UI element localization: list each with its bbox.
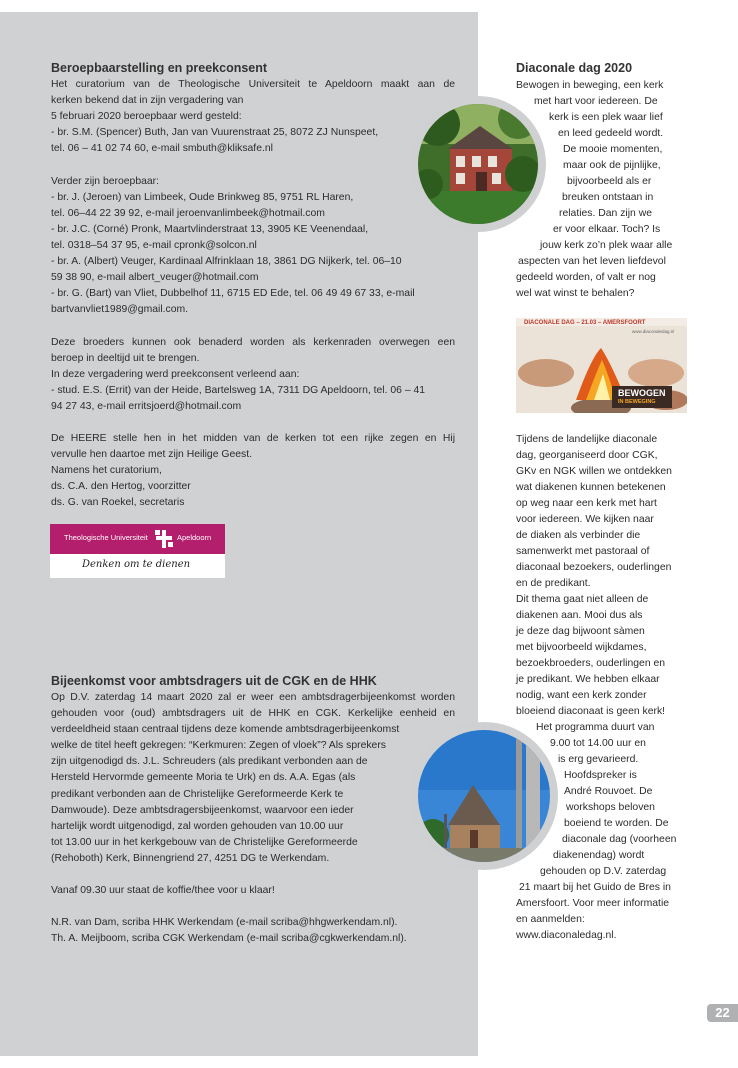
- text-line: ds. G. van Roekel, secretaris: [51, 497, 185, 509]
- text-line: tel. 06 – 41 02 74 60, e-mail smbuth@kliksafe.nl: [51, 143, 273, 155]
- poster-banner: DIACONALE DAG – 21.03 – AMERSFOORT: [524, 320, 646, 326]
- text-line: bloeiend diaconaat is geen kerk!: [516, 706, 666, 717]
- logo-tagline: Denken om te dienen: [82, 559, 191, 570]
- church-photo: [418, 730, 550, 862]
- text-line: Deze broeders kunnen ook benaderd worden als kerkenraden overwegen een: [51, 336, 455, 348]
- text-line: - br. A. (Albert) Veuger, Kardinaal Alfrinklaan 18, 3861 DG Nijkerk, tel. 06–10: [51, 256, 402, 268]
- text-line: diaconale dag (voorheen: [562, 834, 677, 845]
- diaconale-dag-title: Diaconale dag 2020: [516, 61, 633, 75]
- text-line: - br. S.M. (Spencer) Buth, Jan van Vuurenstraat 25, 8072 ZJ Nunspeet,: [51, 127, 379, 139]
- text-line: gehouden op D.V. zaterdag: [540, 866, 667, 877]
- text-line: Th. A. Meijboom, scriba CGK Werkendam (e-mail scriba@cgkwerkendam.nl).: [51, 933, 407, 945]
- text-line: 21 maart bij het Guido de Bres in: [519, 882, 671, 893]
- text-line: [51, 415, 455, 431]
- logo-city: Apeldoorn: [177, 533, 212, 542]
- text-line: 94 27 43, e-mail erritsjoerd@hotmail.com: [51, 400, 242, 412]
- text-line: De HEERE stelle hen in het midden van de kerken tot een rijke zegen en Hij: [51, 433, 455, 445]
- text-line: en aanmelden:: [516, 914, 585, 925]
- text-line: [51, 318, 455, 334]
- text-line: en leed gedeeld wordt.: [558, 128, 664, 139]
- text-line: diakenendag) wordt: [553, 850, 645, 861]
- text-line: André Rouvoet. De: [564, 786, 653, 797]
- text-line: breuken ontstaan in: [562, 192, 654, 203]
- text-line: voor iedereen. We kijken naar: [516, 514, 654, 525]
- page-number: 22: [707, 1004, 738, 1022]
- text-line: Bewogen in beweging, een kerk: [516, 80, 664, 91]
- text-line: nodig, want een kerk zonder: [516, 690, 647, 701]
- text-line: wat diakenen kunnen betekenen: [516, 482, 666, 493]
- text-line: diakenen aan. Mooi dus als: [516, 610, 643, 621]
- text-line: - br. J. (Jeroen) van Limbeek, Oude Brinkweg 85, 9751 RL Haren,: [51, 191, 354, 203]
- text-line: [51, 157, 455, 173]
- text-line: predikant verbonden aan de Christelijke Gereformeerde Kerk te: [51, 788, 344, 800]
- text-line: In deze vergadering werd preekconsent verleend aan:: [51, 368, 300, 380]
- text-line: GKv en NGK willen we ontdekken: [516, 466, 672, 477]
- text-line: Op D.V. zaterdag 14 maart 2020 zal er weer een ambtsdragerbijeenkomst worden: [51, 692, 455, 703]
- section-title-bijeenkomst: Bijeenkomst voor ambtsdragers uit de CGK en de HHK: [51, 674, 377, 688]
- text-line: - stud. E.S. (Errit) van der Heide, Bartelsweg 1A, 7311 DG Apeldoorn, tel. 06 – 41: [51, 384, 426, 396]
- text-line: Het curatorium van de Theologische Universiteit te Apeldoorn maakt aan de: [51, 79, 455, 90]
- text-line: er voor elkaar. Toch? Is: [553, 224, 661, 235]
- text-line: vervulle hen daartoe met zijn Heilige Geest.: [51, 449, 252, 461]
- text-line: [51, 899, 455, 915]
- text-line: diaconaal bezoekers, ouderlingen: [516, 562, 672, 573]
- text-line: Amersfoort. Voor meer informatie: [516, 898, 670, 909]
- section-body-bijeenkomst: [51, 690, 455, 948]
- text-line: en de predikant.: [516, 578, 591, 589]
- text-line: samenwerkt met pastoraal of: [516, 546, 650, 557]
- text-line: tot 13.00 uur in het kerkgebouw van de Christelijke Gereformeerde: [51, 836, 358, 848]
- poster-word-bewogen: BEWOGEN: [618, 388, 666, 398]
- text-line: met bijvoorbeeld wijkdames,: [516, 642, 647, 653]
- text-line: - br. J.C. (Corné) Pronk, Maartvlinderstraat 13, 3905 KE Veenendaal,: [51, 223, 369, 235]
- text-line: ds. C.A. den Hertog, voorzitter: [51, 481, 191, 493]
- text-line: 59 38 90, e-mail albert_veuger@hotmail.com: [51, 272, 259, 284]
- text-line: [51, 867, 455, 883]
- tu-apeldoorn-logo: [50, 524, 225, 578]
- poster-site: www.diaconaledag.nl: [632, 329, 675, 334]
- text-line: Namens het curatorium,: [51, 465, 162, 477]
- text-line: bezoekbroeders, ouderlingen en: [516, 658, 666, 669]
- house-photo: [418, 104, 538, 224]
- text-line: jouw kerk zo’n plek waar alle: [540, 240, 673, 251]
- text-line: Verder zijn beroepbaar:: [51, 175, 160, 187]
- text-line: De mooie momenten,: [563, 144, 663, 155]
- text-line: bartvanvliet1989@gmail.com.: [51, 304, 189, 316]
- text-line: hartelijk wordt uitgenodigd, zal worden gehouden van 10.00 uur: [51, 820, 344, 832]
- poster-badge: [612, 386, 672, 408]
- text-line: bijvoorbeeld als er: [567, 176, 652, 187]
- text-line: Dit thema gaat niet alleen de: [516, 594, 649, 605]
- text-line: maar ook de pijnlijke,: [563, 160, 661, 171]
- logo-university-name: Theologische Universiteit: [64, 533, 148, 542]
- text-line: is erg gevarieerd.: [558, 754, 639, 765]
- poster-word-beweging: IN BEWEGING: [618, 399, 656, 405]
- text-line: op weg naar een kerk met hart: [516, 498, 657, 509]
- text-line: Vanaf 09.30 uur staat de koffie/thee voor u klaar!: [51, 885, 275, 897]
- text-line: tel. 0318–54 37 95, e-mail cpronk@solcon.nl: [51, 239, 257, 251]
- text-line: beroep in deeltijd uit te brengen.: [51, 352, 200, 364]
- text-line: de diaken als verbinder die: [516, 530, 641, 541]
- text-line: met hart voor iedereen. De: [534, 96, 658, 107]
- text-line: boeiend te worden. De: [564, 818, 669, 829]
- text-line: Hersteld Hervormde gemeente Moria te Urk) en ds. A.A. Egas (als: [51, 772, 356, 784]
- text-line: (Rehoboth) Kerk, Binnengriend 27, 4251 DG te Werkendam.: [51, 852, 330, 864]
- text-line: aspecten van het leven liefdevol: [518, 256, 666, 267]
- text-line: 9.00 tot 14.00 uur en: [550, 738, 646, 749]
- text-line: Het programma duurt van: [536, 722, 655, 733]
- text-line: dag, georganiseerd door CGK,: [516, 450, 658, 461]
- text-line: zijn uitgenodigd ds. J.L. Schreuders (als predikant verbonden aan de: [51, 756, 368, 768]
- text-line: gedeeld worden, of valt er nog: [516, 272, 656, 283]
- text-line: je deze dag bijwoont sàmen: [516, 626, 645, 637]
- text-line: N.R. van Dam, scriba HHK Werkendam (e-mail scriba@hhgwerkendam.nl).: [51, 917, 398, 929]
- text-line: je predikant. We hebben elkaar: [516, 674, 660, 685]
- text-line: wel wat winst te behalen?: [516, 288, 635, 299]
- logo-emblem-icon: [153, 528, 175, 550]
- section-title-beroepbaarstelling: Beroepbaarstelling en preekconsent: [51, 61, 268, 75]
- text-line: tel. 06–44 22 39 92, e-mail jeroenvanlimbeek@hotmail.com: [51, 207, 325, 219]
- text-line: 5 februari 2020 beroepbaar werd gesteld:: [51, 111, 242, 123]
- text-line: Damwoude). Deze ambtsdragersbijeenkomst, waarvoor een ieder: [51, 804, 354, 816]
- text-line: gehouden voor (oud) ambtsdragers uit de HHK en CGK. Kerkelijke eenheid en: [51, 708, 455, 720]
- text-line: Tijdens de landelijke diaconale: [516, 434, 658, 445]
- text-line: Hoofdspreker is: [564, 770, 637, 781]
- text-line: relaties. Dan zijn we: [559, 208, 652, 219]
- section-body-beroepbaarstelling: [51, 77, 455, 512]
- text-line: welke de titel heeft gekregen: “Kerkmuren: Zegen of vloek”? Als sprekers: [51, 740, 386, 752]
- text-line: - br. G. (Bart) van Vliet, Dubbelhof 11, 6715 ED Ede, tel. 06 49 49 67 33, e-mail: [51, 288, 415, 300]
- text-line: www.diaconaledag.nl.: [516, 930, 617, 941]
- text-line: kerk is een plek waar lief: [549, 112, 663, 123]
- text-line: kerken bekend dat in zijn vergadering van: [51, 95, 244, 107]
- diaconale-dag-poster: [516, 318, 687, 413]
- text-line: workshops beloven: [566, 802, 655, 813]
- text-line: verdeeldheid staan centraal tijdens deze komende ambtsdragerbijeenkomst: [51, 724, 400, 736]
